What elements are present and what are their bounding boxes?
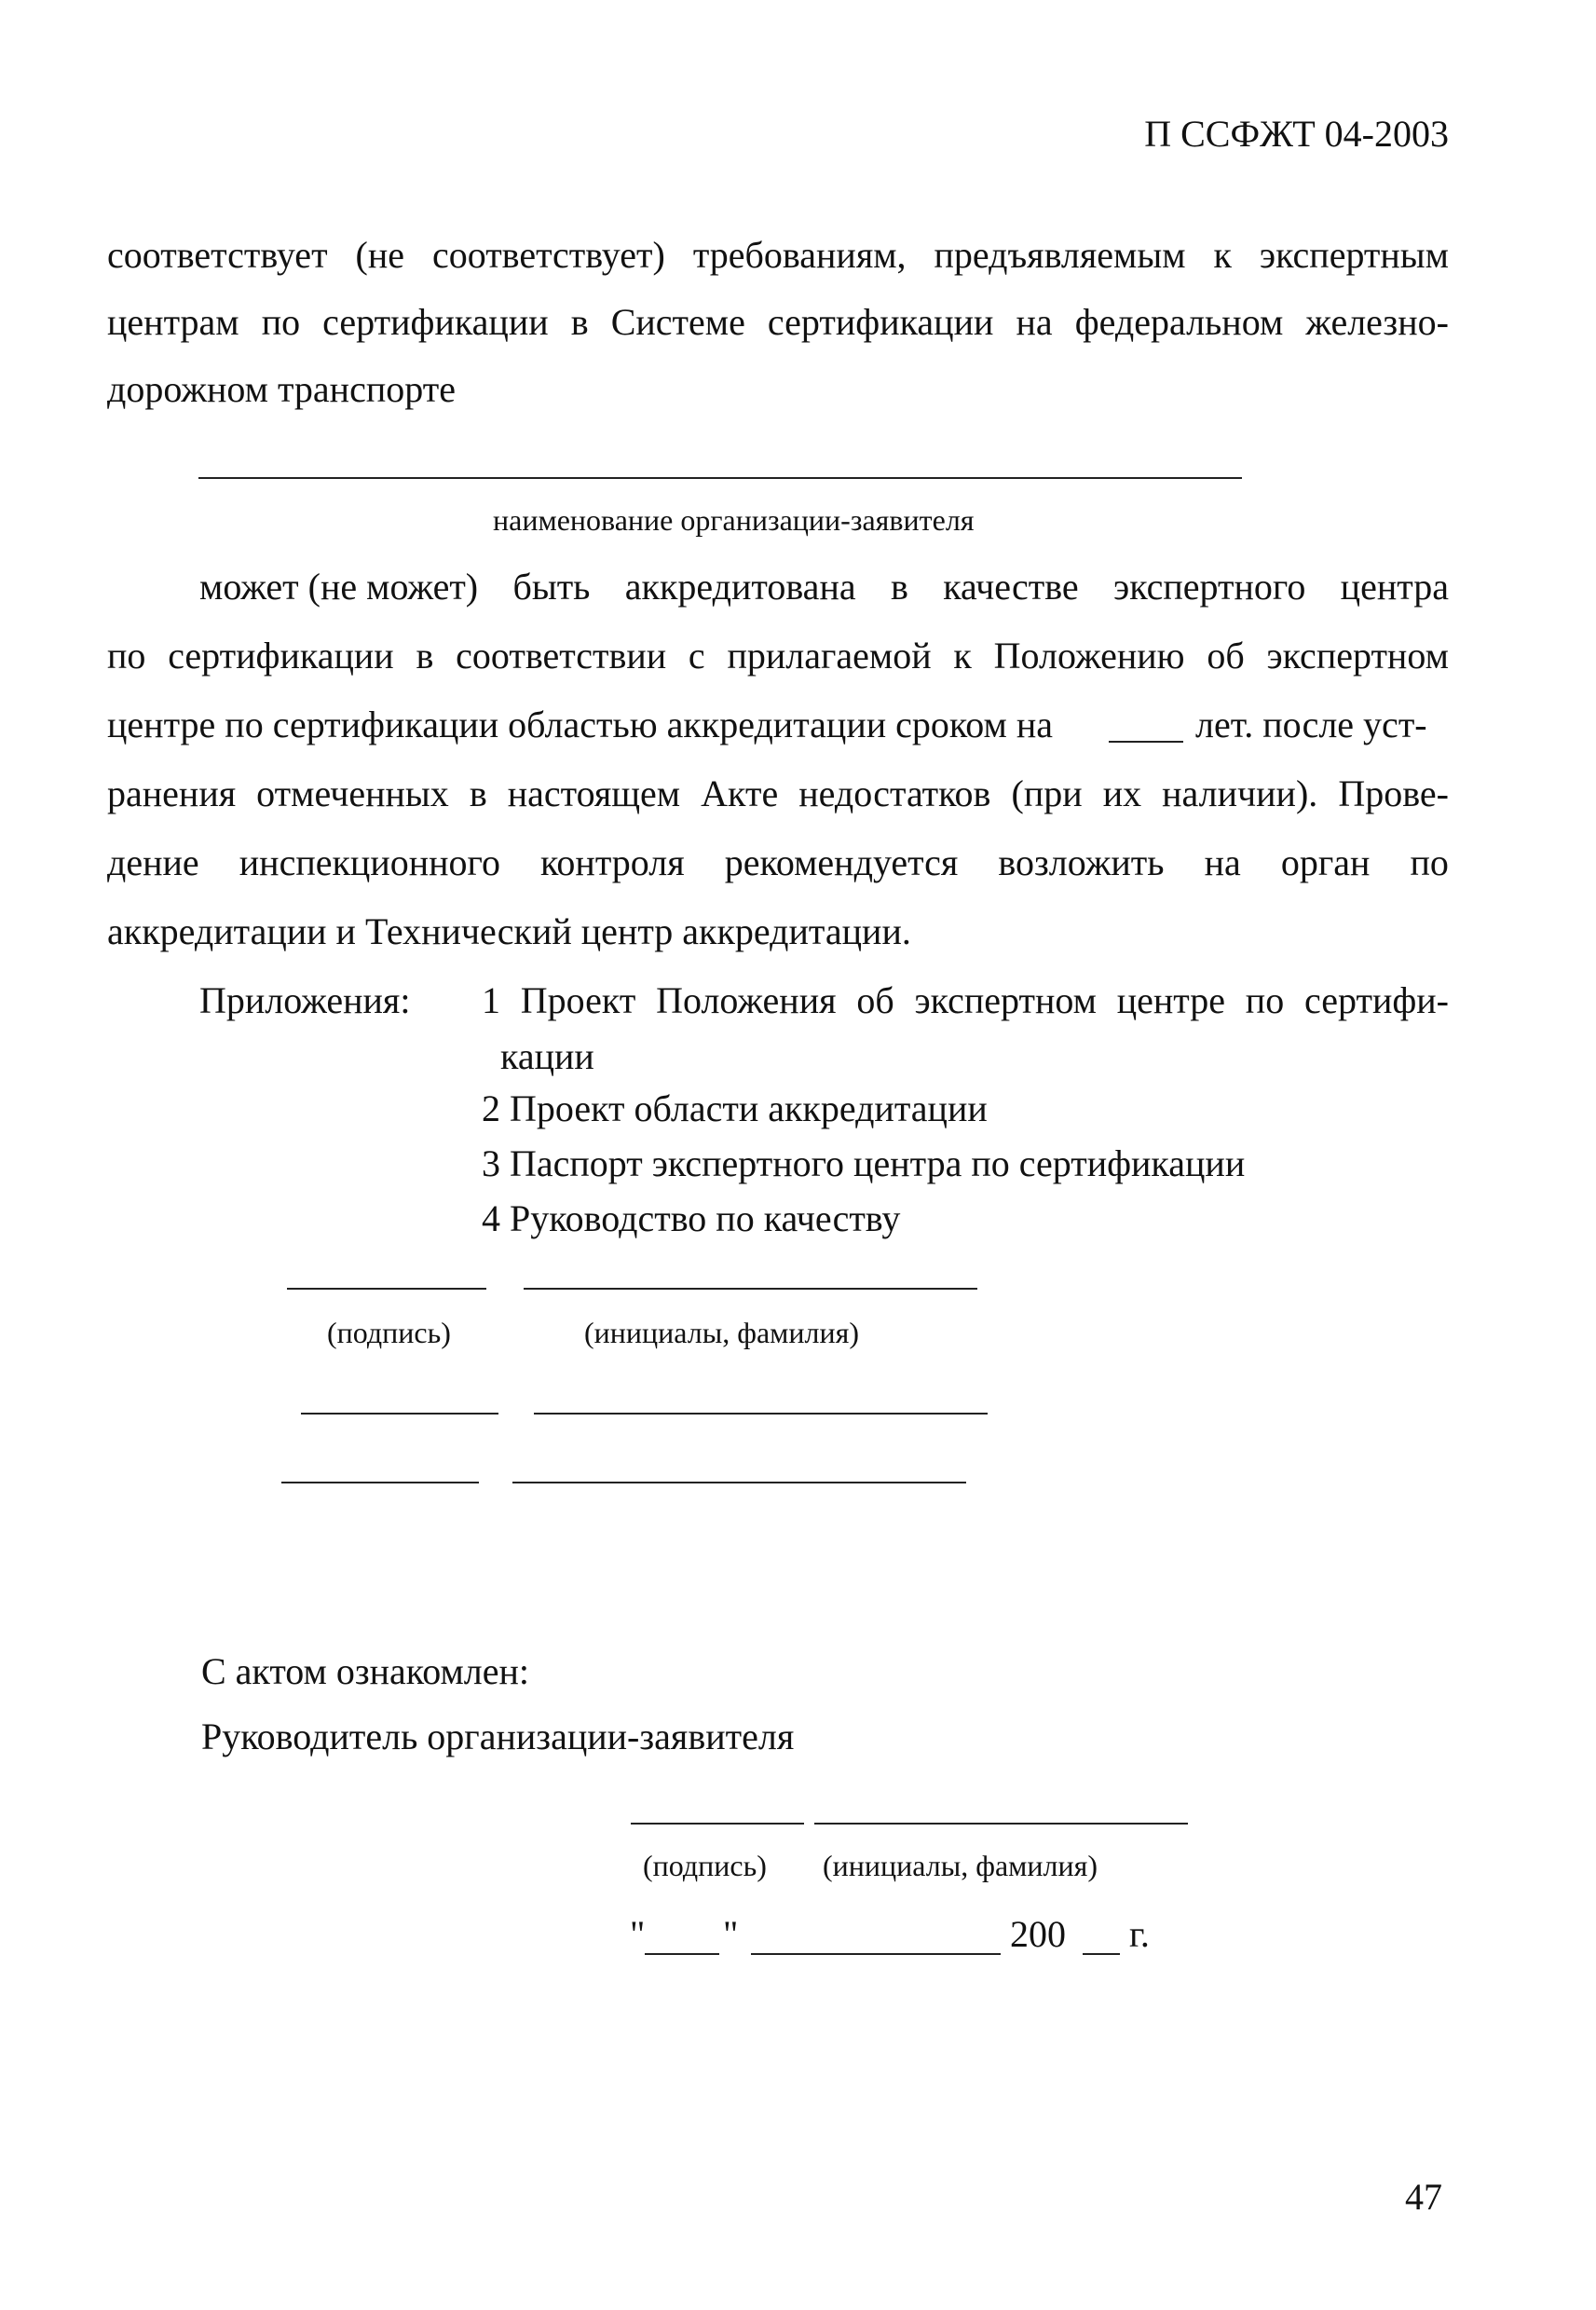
- signature-caption: (подпись): [327, 1316, 451, 1349]
- page-number: 47: [1405, 2176, 1442, 2218]
- attachment-item1-line2: кации: [500, 1035, 594, 1077]
- para1-line2-word: сертификации: [322, 301, 549, 343]
- para2-line2-word: экспертном: [1266, 635, 1449, 677]
- para1-line1-word: к: [1213, 234, 1232, 276]
- initials-caption: (инициалы, фамилия): [584, 1316, 860, 1349]
- para2-line5-word: контроля: [540, 841, 685, 883]
- date-year-blank: [1083, 1953, 1120, 1955]
- para2-line2-word: об: [1207, 635, 1245, 677]
- ack-initials-caption: (инициалы, фамилия): [823, 1849, 1098, 1882]
- para2-line2-word: прилагаемой: [727, 635, 932, 677]
- initials-line-2: [534, 1413, 988, 1415]
- date-suffix: г.: [1129, 1913, 1150, 1955]
- para2-line2-word: к: [953, 635, 972, 677]
- initials-line-3: [512, 1482, 966, 1483]
- para1-line1-word: соответствует): [431, 234, 665, 276]
- para2-line4: [107, 772, 1449, 815]
- para2-line4-word: недостатков: [798, 772, 991, 814]
- attachment-item1-line1-word: Положения: [656, 979, 837, 1021]
- para1-line2: [107, 300, 1449, 344]
- signature-line-2: [301, 1413, 498, 1415]
- document-code: П ССФЖТ 04-2003: [1144, 113, 1449, 155]
- para1-line2-word: федеральном: [1074, 301, 1284, 343]
- acknowledged-role: Руководитель организации-заявителя: [201, 1715, 795, 1757]
- date-year: 200: [1010, 1913, 1066, 1955]
- para1-line1-word: соответствует: [107, 234, 328, 276]
- para1-line2-word: железно-: [1305, 301, 1449, 343]
- attachment-item1-line1-word: сертифи-: [1304, 979, 1449, 1021]
- para1-line1: [107, 233, 1449, 277]
- para2-line1-word: качестве: [943, 566, 1079, 608]
- para2-line5-word: орган: [1280, 841, 1371, 883]
- para2-line4-word: настоящем: [507, 772, 681, 814]
- para1-line2-word: на: [1016, 301, 1053, 343]
- para2-line4-word: Акте: [701, 772, 779, 814]
- ack-initials-line: [814, 1823, 1188, 1825]
- para1-line2-word: центрам: [107, 301, 239, 343]
- org-name-line: [198, 477, 1242, 479]
- date-day-blank: [645, 1953, 719, 1955]
- para2-line2-word: соответствии: [456, 635, 667, 677]
- date-quote-close: ": [723, 1913, 739, 1955]
- attachment-item1-line1-word: 1: [482, 979, 500, 1021]
- para2-line2-word: по: [107, 635, 146, 677]
- para2-line5-word: по: [1410, 841, 1449, 883]
- para2-line2: [107, 634, 1449, 677]
- para2-line4-word: ранения: [107, 772, 237, 814]
- para2-line1: [199, 565, 1449, 608]
- para1-line1-word: требованиям,: [692, 234, 907, 276]
- para2-line5-word: инспекционного: [239, 841, 500, 883]
- para2-line5-word: дение: [107, 841, 199, 883]
- para2-line1-word: в: [890, 566, 908, 608]
- para2-line1-word: может (не может): [199, 566, 479, 608]
- para1-line2-word: сертификации: [767, 301, 994, 343]
- para2-line4-word: их: [1102, 772, 1142, 814]
- attachment-item1-line1-word: по: [1245, 979, 1285, 1021]
- attachment-item1-line1-word: Проект: [520, 979, 636, 1021]
- attachment-item3: 3 Паспорт экспертного центра по сертификации: [482, 1142, 1246, 1184]
- para2-line4-word: Прове-: [1338, 772, 1449, 814]
- para1-line2-word: по: [261, 301, 301, 343]
- para2-line3-part1: центре по сертификации областью аккредитации сроком на: [107, 704, 1054, 745]
- attachment-item4: 4 Руководство по качеству: [482, 1197, 901, 1239]
- ack-signature-line: [631, 1823, 804, 1825]
- para1-line1-word: (не: [355, 234, 404, 276]
- para2-line2-word: Положению: [993, 635, 1185, 677]
- initials-line-1: [524, 1288, 977, 1290]
- ack-signature-caption: (подпись): [643, 1849, 767, 1882]
- para2-line2-word: в: [416, 635, 434, 677]
- para2-line2-word: сертификации: [168, 635, 394, 677]
- para2-line5-word: возложить: [998, 841, 1165, 883]
- signature-line-1: [287, 1288, 486, 1290]
- para2-line1-word: экспертного: [1113, 566, 1306, 608]
- para2-line6: аккредитации и Технический центр аккредитации.: [107, 910, 911, 952]
- para2-line3-part2: лет. после уст-: [1195, 704, 1427, 745]
- para1-line1-word: предъявляемым: [934, 234, 1186, 276]
- para2-line1-word: быть: [512, 566, 591, 608]
- date-quote-open: ": [630, 1913, 646, 1955]
- para2-line5-word: на: [1204, 841, 1241, 883]
- attachment-item1-line1-word: об: [856, 979, 894, 1021]
- attachments-label: Приложения:: [199, 979, 411, 1021]
- para2-line1-word: центра: [1340, 566, 1449, 608]
- term-years-blank: [1109, 741, 1183, 743]
- para2-line5: [107, 841, 1449, 884]
- org-name-caption: наименование организации-заявителя: [493, 503, 975, 537]
- para2-line4-word: в: [469, 772, 487, 814]
- para1-line2-word: в: [570, 301, 589, 343]
- signature-line-3: [281, 1482, 479, 1483]
- para2-line4-word: наличии).: [1162, 772, 1318, 814]
- para2-line1-word: аккредитована: [624, 566, 856, 608]
- para2-line2-word: с: [688, 635, 705, 677]
- para2-line5-word: рекомендуется: [724, 841, 959, 883]
- attachment-item2: 2 Проект области аккредитации: [482, 1087, 988, 1129]
- acknowledged-title: С актом ознакомлен:: [201, 1650, 529, 1692]
- para1-line1-word: экспертным: [1259, 234, 1449, 276]
- attachment-item1-line1-word: центре: [1116, 979, 1225, 1021]
- para1-line2-word: Системе: [610, 301, 745, 343]
- date-month-blank: [751, 1953, 1001, 1955]
- para2-line4-word: отмеченных: [256, 772, 449, 814]
- attachment-item1-line1-word: экспертном: [914, 979, 1097, 1021]
- para1-line3: дорожном транспорте: [107, 368, 456, 410]
- para2-line4-word: (при: [1011, 772, 1083, 814]
- attachment-item1-line1: [482, 978, 1449, 1022]
